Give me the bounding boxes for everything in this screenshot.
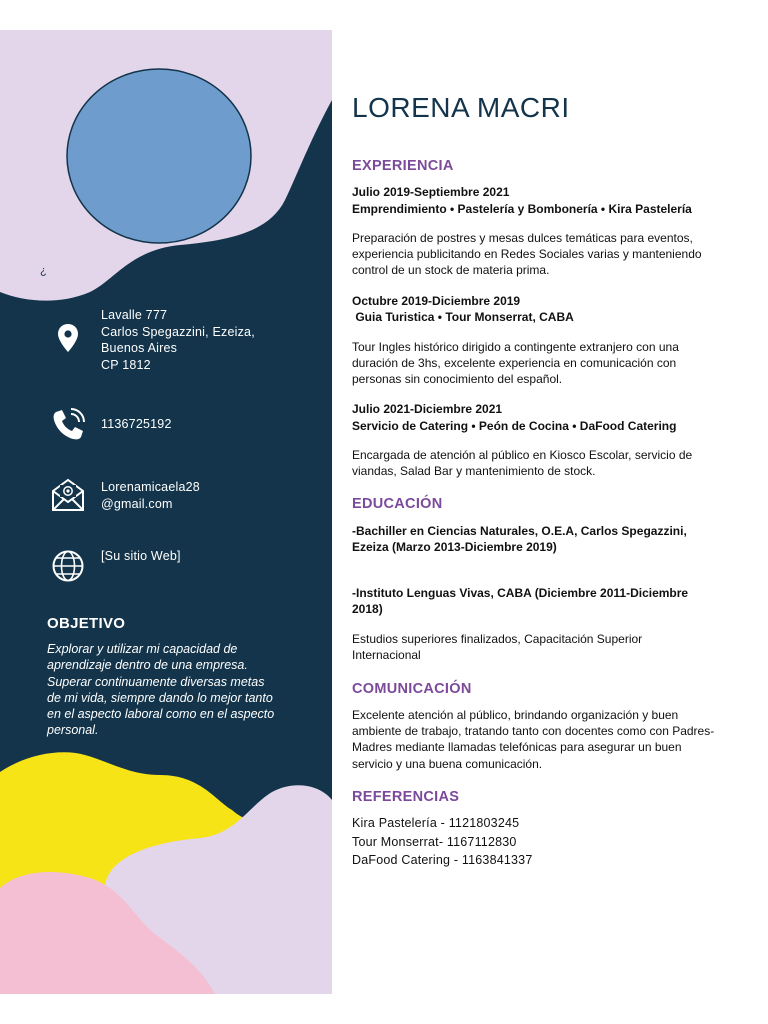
address-line: CP 1812	[101, 357, 151, 372]
experience-period: Julio 2019-Septiembre 2021	[352, 185, 510, 199]
stray-character: ¿	[40, 265, 47, 277]
experience-description: Preparación de postres y mesas dulces temáticas para eventos, experiencia publicitando en Redes Sociales varias y manteniendo control de un stock de materia prima.	[352, 231, 702, 278]
experience-role: Emprendimiento • Pastelería y Bombonería • Kira Pastelería	[352, 202, 692, 216]
email-line: @gmail.com	[101, 496, 173, 511]
profile-photo-circle	[67, 69, 251, 243]
experience-description: Encargada de atención al público en Kiosco Escolar, servicio de viandas, Salad Bar y mantenimiento de stock.	[352, 448, 693, 479]
education-item: -Instituto Lenguas Vivas, CABA (Diciembre 2011-Diciembre 2018)	[352, 586, 689, 617]
education-title: EDUCACIÓN	[352, 496, 443, 512]
phone-icon	[50, 407, 86, 443]
experience-period: Julio 2021-Diciembre 2021	[352, 402, 503, 416]
globe-icon	[50, 548, 86, 584]
education-item: -Bachiller en Ciencias Naturales, O.E.A, Carlos Spegazzini, Ezeiza (Marzo 2013-Diciembre 2019)	[352, 524, 687, 555]
objective-title: OBJETIVO	[47, 615, 126, 632]
address-block	[101, 307, 255, 373]
experience-description: Tour Ingles histórico dirigido a contingente extranjero con una duración de 3hs, excelente experiencia en comunicación con personas sin conocimiento del español.	[352, 340, 679, 387]
references-title: REFERENCIAS	[352, 789, 460, 805]
address-line: Lavalle 777	[101, 308, 168, 322]
reference-item: Kira Pastelería - 1121803245	[352, 816, 520, 830]
location-pin-icon	[50, 320, 86, 356]
reference-item: Tour Monserrat- 1167112830	[352, 834, 517, 849]
experience-period: Octubre 2019-Diciembre 2019	[352, 294, 521, 308]
sidebar-panel	[0, 30, 332, 994]
email-address	[101, 479, 200, 512]
email-line: Lorenamicaela28	[101, 480, 200, 494]
communication-text: Excelente atención al público, brindando organización y buen ambiente de trabajo, tratando tanto con docentes como con Padres-Madres mediante llamadas telefónicas para asegurar un buen servicio y una buena comunicación.	[352, 708, 715, 771]
experience-title: EXPERIENCIA	[352, 158, 454, 174]
email-icon	[50, 477, 86, 513]
phone-number: 1136725192	[101, 417, 172, 431]
reference-item: DaFood Catering - 1163841337	[352, 853, 533, 867]
address-line: Carlos Spegazzini, Ezeiza,	[101, 324, 255, 339]
experience-role: Servicio de Catering • Peón de Cocina • DaFood Catering	[352, 419, 677, 433]
website-link[interactable]: [Su sitio Web]	[101, 549, 181, 563]
objective-text: Explorar y utilizar mi capacidad de aprendizaje dentro de una empresa. Superar continuamente diversas metas de mi vida, siempre dando lo mejor tanto en el aspecto laboral como en el aspecto personal.	[47, 642, 275, 738]
candidate-name: LORENA MACRI	[352, 92, 570, 123]
experience-role: Guia Turistica • Tour Monserrat, CABA	[352, 310, 574, 324]
references-list	[352, 814, 533, 870]
education-note: Estudios superiores finalizados, Capacitación Superior Internacional	[352, 632, 643, 663]
communication-title: COMUNICACIÓN	[352, 681, 472, 697]
address-line: Buenos Aires	[101, 341, 178, 355]
